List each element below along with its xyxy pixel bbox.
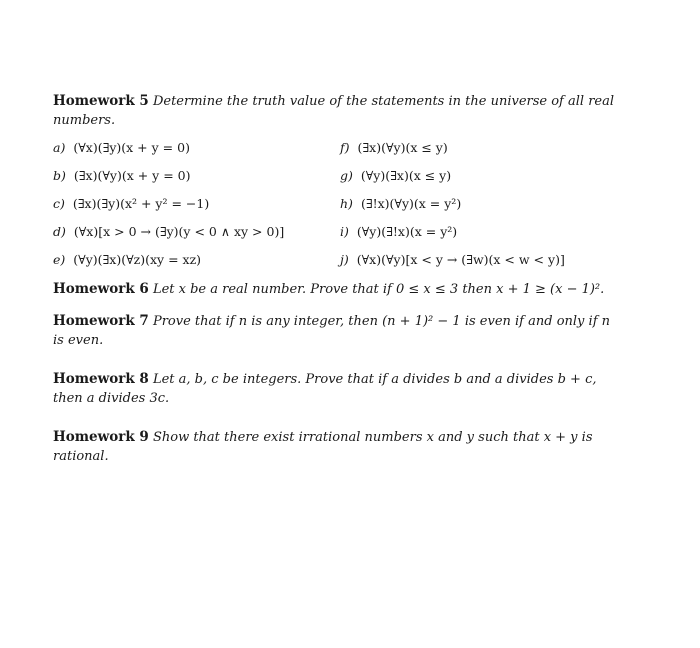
statement-expression: (∀x)(∀y)[x < y → (∃w)(x < w < y)] bbox=[356, 252, 565, 267]
statement-expression: (∃x)(∃y)(x² + y² = −1) bbox=[72, 196, 210, 211]
statement-a bbox=[53, 140, 340, 156]
statement-e bbox=[53, 252, 340, 268]
statement-label: f) bbox=[340, 140, 350, 155]
homework-5-title: Homework 5 bbox=[53, 93, 149, 109]
statement-f bbox=[340, 140, 623, 156]
homework-8 bbox=[53, 370, 623, 408]
homework-9-title: Homework 9 bbox=[53, 429, 149, 445]
statement-label: e) bbox=[53, 252, 66, 267]
homework-5 bbox=[53, 92, 623, 130]
homework-7-text: Prove that if n is any integer, then (n + 1)² − 1 is even if and only if n is even. bbox=[53, 314, 611, 348]
statement-b bbox=[53, 168, 340, 184]
statements-list bbox=[53, 140, 623, 268]
statement-label: b) bbox=[53, 168, 66, 183]
homework-6 bbox=[53, 280, 623, 299]
statement-expression: (∀y)(∃x)(∀z)(xy = xz) bbox=[73, 252, 202, 267]
statement-h bbox=[340, 196, 623, 212]
statement-g bbox=[340, 168, 623, 184]
homework-8-text: Let a, b, c be integers. Prove that if a divides b and a divides b + c, then a divides 3c. bbox=[53, 372, 597, 406]
homework-6-title: Homework 6 bbox=[53, 281, 149, 297]
statement-d bbox=[53, 224, 340, 240]
statement-expression: (∀y)(∃x)(x ≤ y) bbox=[360, 168, 452, 183]
statement-i bbox=[340, 224, 623, 240]
statement-label: c) bbox=[53, 196, 65, 211]
statement-label: g) bbox=[340, 168, 353, 183]
statement-label: h) bbox=[340, 196, 353, 211]
homework-9 bbox=[53, 428, 623, 466]
homework-8-title: Homework 8 bbox=[53, 371, 149, 387]
statement-label: i) bbox=[340, 224, 349, 239]
homework-page bbox=[53, 92, 623, 466]
statement-expression: (∃x)(∀y)(x ≤ y) bbox=[357, 140, 448, 155]
statement-expression: (∃!x)(∀y)(x = y²) bbox=[360, 196, 462, 211]
homework-9-text: Show that there exist irrational numbers x and y such that x + y is rational. bbox=[53, 430, 593, 464]
statement-expression: (∀x)(∃y)(x + y = 0) bbox=[73, 140, 190, 155]
statement-expression: (∀y)(∃!x)(x = y²) bbox=[356, 224, 458, 239]
statement-j bbox=[340, 252, 623, 268]
statement-label: a) bbox=[53, 140, 66, 155]
statement-c bbox=[53, 196, 340, 212]
statement-expression: (∃x)(∀y)(x + y = 0) bbox=[73, 168, 191, 183]
statement-label: j) bbox=[340, 252, 349, 267]
homework-7-title: Homework 7 bbox=[53, 313, 149, 329]
homework-7 bbox=[53, 312, 623, 350]
homework-5-text: Determine the truth value of the statements in the universe of all real numbers. bbox=[53, 94, 615, 128]
statement-expression: (∀x)[x > 0 → (∃y)(y < 0 ∧ xy > 0)] bbox=[73, 224, 285, 239]
statement-label: d) bbox=[53, 224, 66, 239]
homework-6-text: Let x be a real number. Prove that if 0 ≤ x ≤ 3 then x + 1 ≥ (x − 1)². bbox=[152, 282, 605, 297]
